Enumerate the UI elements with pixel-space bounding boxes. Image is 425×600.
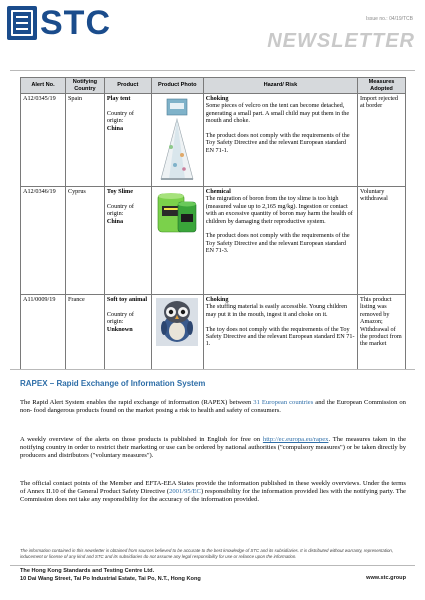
table-row (21, 187, 406, 295)
product-cell (104, 295, 151, 370)
origin-value: China (106, 217, 124, 225)
stc-logo-icon (7, 6, 37, 40)
product-cell (104, 94, 151, 187)
notifying-country: France (65, 295, 104, 370)
table-row (21, 94, 406, 187)
product-cell (104, 187, 151, 295)
rapex-paragraph-1 (20, 399, 406, 415)
column-header: Measures Adopted (358, 78, 406, 94)
hazard-type: Choking (205, 95, 229, 102)
measures-adopted: Import rejected at border (358, 94, 406, 187)
website-link[interactable]: www.stc.group (366, 575, 406, 581)
newsletter-title: NEWSLETTER (267, 30, 415, 52)
gpsd-directive-link[interactable]: 2001/95/EC (169, 488, 201, 496)
compliance-note: The product does not comply with the requirements of the Toy Safety Directive and the relevant European standard EN 71-1. (205, 132, 350, 154)
product-name: Soft toy animal (106, 296, 148, 303)
section-divider (10, 369, 415, 370)
footer-divider (10, 565, 415, 566)
product-photo (151, 295, 203, 370)
issue-number: Issue no.: 04/19/TCB (366, 16, 413, 22)
header-divider (10, 70, 415, 71)
product-photo (151, 94, 203, 187)
european-countries-link[interactable]: 31 European countries (253, 399, 314, 406)
brand-name: STC (40, 4, 111, 42)
hazard-cell (203, 94, 357, 187)
measures-adopted: This product listing was removed by Amazon; Withdrawal of the product from the market (358, 295, 406, 370)
hazard-cell (203, 295, 357, 370)
notifying-country: Cyprus (65, 187, 104, 295)
origin-value: China (106, 124, 124, 132)
column-header: Product (104, 78, 151, 94)
column-header: Alert No. (21, 78, 66, 94)
hazard-description: The stuffing material is easily accessible. Young children may put it in the mouth, ingest it and choke on it. (205, 303, 348, 318)
product-name: Play tent (106, 95, 131, 102)
product-photo (151, 187, 203, 295)
origin-label: Country of origin: (106, 202, 134, 218)
play-tent-photo (157, 97, 197, 183)
paragraph-text: The official contact points of the Member and EFTA-EEA States provide the information published in these weekly overviews. Under the terms of Annex II.10 of the General Product Safety Directive ( (20, 480, 406, 496)
soft-toy-owl-photo (156, 298, 198, 346)
rapex-website-link[interactable]: http://ec.europa.eu/rapex (262, 436, 329, 443)
company-name: The Hong Kong Standards and Testing Centre Ltd. (20, 568, 155, 574)
paragraph-text: and the European Commission on non- food dangerous products found on the market posing a risk to health and safety of consumers. (20, 399, 406, 415)
hazard-cell (203, 187, 357, 295)
rapex-paragraph-3 (20, 480, 406, 505)
product-name: Toy Slime (106, 188, 133, 195)
column-header: Hazard/ Risk (203, 78, 357, 94)
origin-value: Unknown (106, 325, 133, 333)
paragraph-text: . The measures taken in the notifying country in order to restrict their marketing or use can be ordered by national authorities ("compulsory measures") or be taken directly by producers and distributors ("voluntary measures"). (20, 436, 406, 460)
measures-adopted: Voluntary withdrawal (358, 187, 406, 295)
paragraph-text: A weekly overview of the alerts on those products is published in English for free on (20, 436, 263, 443)
compliance-note: The product does not comply with the requirements of the Toy Safety Directive and the relevant European standard EN 71-3. (205, 232, 350, 255)
hazard-description: The migration of boron from the toy slime is too high (measured value up to 2,165 mg/kg). Ingestion or contact with an excessive quantity of boron may harm the health of children by damaging their reproductive system. (205, 195, 353, 225)
table-header-row (21, 78, 406, 94)
page-header (0, 0, 425, 76)
hazard-description: Some pieces of velcro on the tent can become detached, generating a small part. A small child may put them in the mouth and choke. (205, 102, 350, 125)
hazard-type: Choking (205, 296, 229, 303)
column-header: Product Photo (151, 78, 203, 94)
company-address: 10 Dai Wang Street, Tai Po Industrial Estate, Tai Po, N.T., Hong Kong (20, 576, 201, 582)
paragraph-text: The Rapid Alert System enables the rapid exchange of information (RAPEX) between (20, 399, 254, 406)
rapex-heading: RAPEX – Rapid Exchange of Information System (20, 379, 206, 388)
alert-number: A12/0346/19 (21, 187, 66, 295)
notifying-country: Spain (65, 94, 104, 187)
paragraph-text: ) responsibility for the information provided lies with the notifying party. The Commission does not take any responsibility for the accuracy of the information provided. (20, 488, 406, 504)
compliance-note: The toy does not comply with the requirements of the Toy Safety Directive and the relevant European standard EN 71-1. (205, 325, 355, 348)
column-header: Notifying Country (65, 78, 104, 94)
origin-label: Country of origin: (106, 109, 134, 125)
alerts-table (20, 77, 406, 370)
hazard-type: Chemical (205, 188, 231, 195)
alert-number: A11/0009/19 (21, 295, 66, 370)
alert-number: A12/0345/19 (21, 94, 66, 187)
footer-address-block (20, 567, 406, 583)
origin-label: Country of origin: (106, 310, 134, 326)
toy-slime-photo (156, 190, 198, 236)
rapex-paragraph-2 (20, 436, 406, 461)
table-row (21, 295, 406, 370)
disclaimer-text: The information contained in this newsletter is obtained from sources believed to be accurate to the best knowledge of STC and its subsidiaries. It is distributed without warranty, representation, inducement or license of any kind and STC and its subsidiaries do not assume any legal responsibility for use or reliance upon the information. (20, 548, 394, 559)
